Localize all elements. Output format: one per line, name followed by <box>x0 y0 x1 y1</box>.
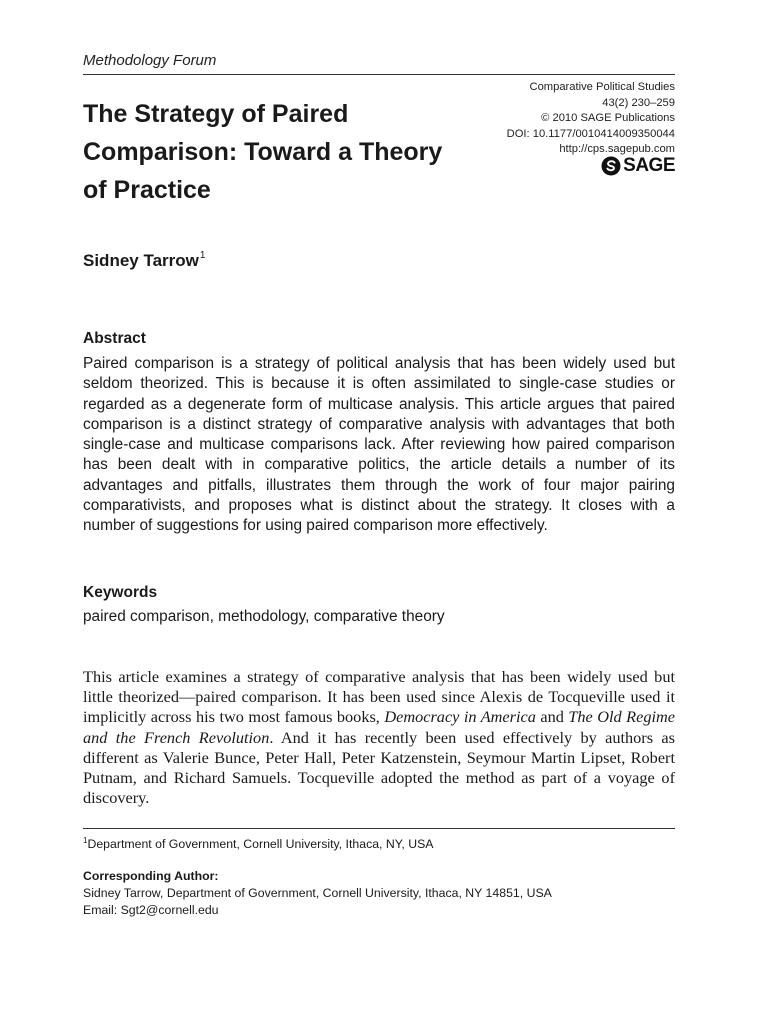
corresponding-author-email[interactable]: Email: Sgt2@cornell.edu <box>83 903 219 917</box>
corresponding-author <box>83 868 552 919</box>
journal-name: Comparative Political Studies <box>529 81 675 93</box>
sage-logo-text: SAGE <box>623 155 675 176</box>
header-rule <box>83 74 675 75</box>
journal-copyright: © 2010 SAGE Publications <box>541 112 675 125</box>
keywords-text: paired comparison, methodology, comparative theory <box>83 608 445 625</box>
sage-circle-s-icon <box>601 156 621 176</box>
body-text-and: and <box>535 707 569 727</box>
journal-volume-pages: 43(2) 230–259 <box>602 96 675 109</box>
author-name-text: Sidney Tarrow <box>83 251 199 270</box>
abstract-heading: Abstract <box>83 330 146 347</box>
footnote <box>83 836 434 851</box>
article-title: The Strategy of Paired Comparison: Toward a Theory of Practice <box>83 100 443 204</box>
corresponding-author-address: Sidney Tarrow, Department of Government, Cornell University, Ithaca, NY 14851, USA <box>83 886 552 900</box>
journal-url[interactable]: http://cps.sagepub.com <box>559 143 675 156</box>
footnote-text: Department of Government, Cornell University, Ithaca, NY, USA <box>87 837 434 851</box>
body-paragraph <box>83 667 675 808</box>
body-text-part-2: . And it has recently been used effectively by authors as different as Valerie Bunce, Peter Hall, Peter Katzenstein, Seymour Martin Lipset, Robert Putnam, and Richard Samuels. Tocqueville adopted the method as part of a voyage of discovery. <box>83 727 675 808</box>
abstract-text: Paired comparison is a strategy of political analysis that has been widely used but seldom theorized. This is because it is often assimilated to single-case studies or regarded as a degenerate form of multicase analysis. This article argues that paired comparison is a distinct strategy of comparative analysis with advantages that both single-case and multicase comparisons lack. After reviewing how paired comparison has been dealt with in comparative politics, the article details a number of its advantages and pitfalls, illustrates them through the work of four major pairing comparativists, and proposes what is distinct about the strategy. It closes with a number of suggestions for using paired comparison more effectively. <box>83 355 675 535</box>
author-name <box>83 250 205 271</box>
keywords-heading: Keywords <box>83 584 158 601</box>
book-title-democracy: Democracy in America <box>384 707 536 727</box>
journal-info <box>507 80 675 158</box>
body-text-part-1: This article examines a strategy of comparative analysis that has been widely used but little theorized—paired comparison. It has been used since Alexis de Tocqueville used it implicitly across his two most famous books, <box>83 667 675 727</box>
footnote-marker: 1 <box>83 836 88 845</box>
author-affiliation-marker: 1 <box>199 250 206 261</box>
corresponding-author-heading: Corresponding Author: <box>83 869 219 883</box>
journal-doi[interactable]: DOI: 10.1177/0010414009350044 <box>506 127 675 140</box>
sage-logo <box>601 155 675 177</box>
footnote-rule <box>83 828 675 829</box>
book-title-old-regime: The Old Regime and the French Revolution <box>83 707 675 747</box>
forum-label: Methodology Forum <box>83 52 217 69</box>
